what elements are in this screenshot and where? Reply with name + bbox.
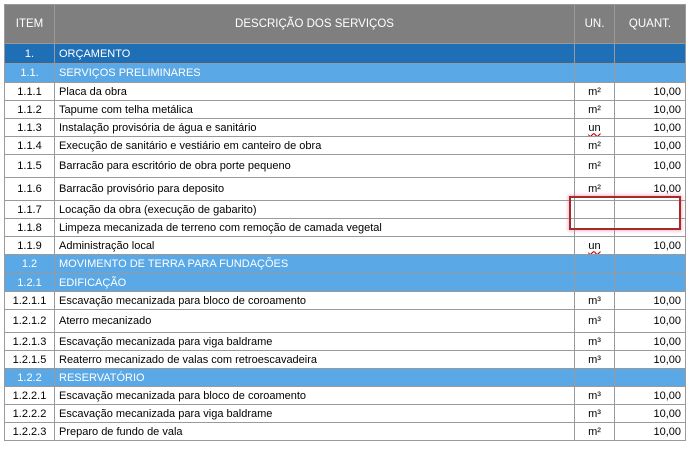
quantity-text: 10,00	[653, 353, 681, 366]
table-row	[5, 101, 686, 119]
quantity-cell[interactable]	[615, 292, 686, 310]
description-text: Escavação mecanizada para viga baldrame	[59, 407, 273, 420]
item-code-text: 1.	[24, 47, 35, 60]
table-row	[5, 423, 686, 441]
item-code-cell[interactable]	[5, 387, 55, 405]
item-code-cell[interactable]	[5, 237, 55, 255]
description-cell[interactable]	[55, 64, 575, 83]
quantity-cell[interactable]	[615, 351, 686, 369]
quantity-cell[interactable]	[615, 405, 686, 423]
unit-cell[interactable]	[575, 178, 615, 201]
budget-spreadsheet	[4, 4, 686, 441]
description-cell[interactable]	[55, 201, 575, 219]
item-code-cell[interactable]	[5, 369, 55, 387]
item-code-text: 1.1.4	[17, 139, 42, 152]
description-cell[interactable]	[55, 274, 575, 292]
quantity-text: 10,00	[653, 335, 681, 348]
item-code-cell[interactable]	[5, 201, 55, 219]
item-code-cell[interactable]	[5, 274, 55, 292]
unit-text: m³	[588, 315, 601, 327]
quantity-text: 10,00	[653, 389, 681, 402]
unit-cell[interactable]	[575, 369, 615, 387]
quantity-text: 10,00	[653, 139, 681, 152]
quantity-cell[interactable]	[615, 119, 686, 137]
quantity-cell[interactable]	[615, 423, 686, 441]
unit-cell[interactable]	[575, 387, 615, 405]
quantity-cell[interactable]	[615, 64, 686, 83]
unit-text: m²	[588, 139, 601, 152]
item-code-cell[interactable]	[5, 137, 55, 155]
unit-cell[interactable]	[575, 310, 615, 333]
quantity-text: 10,00	[653, 315, 681, 327]
unit-cell[interactable]	[575, 405, 615, 423]
unit-text: m³	[588, 294, 601, 307]
quantity-cell[interactable]	[615, 201, 686, 219]
description-text: EDIFICAÇÃO	[59, 276, 127, 289]
unit-text: m³	[588, 407, 601, 420]
header-description: DESCRIÇÃO DOS SERVIÇOS	[55, 5, 575, 44]
section-row	[5, 255, 686, 274]
description-cell[interactable]	[55, 237, 575, 255]
quantity-text: 10,00	[653, 103, 681, 116]
unit-text: un	[588, 121, 601, 134]
description-text: Reaterro mecanizado de valas com retroescavadeira	[59, 353, 318, 366]
quantity-cell[interactable]	[615, 333, 686, 351]
table-row	[5, 351, 686, 369]
unit-cell[interactable]	[575, 255, 615, 274]
unit-cell[interactable]	[575, 64, 615, 83]
item-code-cell[interactable]	[5, 255, 55, 274]
unit-cell[interactable]	[575, 333, 615, 351]
quantity-cell[interactable]	[615, 155, 686, 178]
table-row	[5, 219, 686, 237]
item-code-text: 1.2.2.1	[12, 389, 47, 402]
quantity-cell[interactable]	[615, 83, 686, 101]
quantity-text: 10,00	[653, 239, 681, 252]
item-code-cell[interactable]	[5, 405, 55, 423]
quantity-cell[interactable]	[615, 255, 686, 274]
unit-cell[interactable]	[575, 423, 615, 441]
unit-cell[interactable]	[575, 101, 615, 119]
item-code-cell[interactable]	[5, 64, 55, 83]
table-row	[5, 137, 686, 155]
unit-text: m²	[588, 183, 601, 195]
unit-cell[interactable]	[575, 292, 615, 310]
description-cell[interactable]	[55, 178, 575, 201]
quantity-text: 10,00	[653, 425, 681, 438]
description-text: Preparo de fundo de vala	[59, 425, 183, 438]
table-row	[5, 178, 686, 201]
item-code-cell[interactable]	[5, 423, 55, 441]
description-text: Limpeza mecanizada de terreno com remoção de camada vegetal	[59, 221, 382, 234]
quantity-text: 10,00	[653, 183, 681, 195]
item-code-cell[interactable]	[5, 351, 55, 369]
item-code-text: 1.2.2	[17, 371, 42, 384]
description-cell[interactable]	[55, 369, 575, 387]
description-cell[interactable]	[55, 119, 575, 137]
quantity-cell[interactable]	[615, 101, 686, 119]
section-row	[5, 64, 686, 83]
item-code-cell[interactable]	[5, 333, 55, 351]
description-cell[interactable]	[55, 310, 575, 333]
description-text: SERVIÇOS PRELIMINARES	[59, 67, 201, 79]
unit-cell[interactable]	[575, 119, 615, 137]
item-code-cell[interactable]	[5, 44, 55, 64]
description-cell[interactable]	[55, 387, 575, 405]
unit-text: m²	[588, 103, 601, 116]
description-text: Tapume com telha metálica	[59, 103, 193, 116]
quantity-text: 10,00	[653, 121, 681, 134]
description-text: Escavação mecanizada para viga baldrame	[59, 335, 273, 348]
item-code-text: 1.2.1.5	[12, 353, 47, 366]
description-text: Barracão para escritório de obra porte pequeno	[59, 160, 291, 172]
header-unit: UN.	[575, 5, 615, 44]
header-quantity: QUANT.	[615, 5, 686, 44]
description-text: Locação da obra (execução de gabarito)	[59, 203, 257, 216]
section-row	[5, 274, 686, 292]
item-code-cell[interactable]	[5, 101, 55, 119]
quantity-text: 10,00	[653, 160, 681, 172]
header-item: ITEM	[5, 5, 55, 44]
table-row	[5, 83, 686, 101]
quantity-cell[interactable]	[615, 137, 686, 155]
quantity-cell[interactable]	[615, 219, 686, 237]
unit-cell[interactable]	[575, 44, 615, 64]
item-code-text: 1.2.2.3	[12, 425, 47, 438]
item-code-text: 1.2.1.1	[12, 294, 47, 307]
description-cell[interactable]	[55, 101, 575, 119]
item-code-text: 1.2.1.3	[12, 335, 47, 348]
description-text: MOVIMENTO DE TERRA PARA FUNDAÇÕES	[59, 258, 289, 270]
quantity-cell[interactable]	[615, 387, 686, 405]
description-cell[interactable]	[55, 292, 575, 310]
quantity-text: 10,00	[653, 85, 681, 98]
section-row	[5, 369, 686, 387]
budget-table	[4, 4, 686, 441]
unit-cell[interactable]	[575, 237, 615, 255]
quantity-text: 10,00	[653, 294, 681, 307]
item-code-cell[interactable]	[5, 119, 55, 137]
item-code-text: 1.1.8	[17, 221, 42, 234]
item-code-cell[interactable]	[5, 219, 55, 237]
unit-text: m²	[588, 160, 601, 172]
unit-cell[interactable]	[575, 83, 615, 101]
table-row	[5, 155, 686, 178]
description-cell[interactable]	[55, 83, 575, 101]
description-cell[interactable]	[55, 219, 575, 237]
description-cell[interactable]	[55, 44, 575, 64]
item-code-text: 1.1.1	[17, 85, 42, 98]
unit-cell[interactable]	[575, 201, 615, 219]
item-code-text: 1.1.5	[17, 160, 42, 172]
description-cell[interactable]	[55, 137, 575, 155]
item-code-text: 1.1.2	[17, 103, 42, 116]
quantity-cell[interactable]	[615, 369, 686, 387]
description-text: Placa da obra	[59, 85, 127, 98]
unit-cell[interactable]	[575, 155, 615, 178]
quantity-cell[interactable]	[615, 237, 686, 255]
item-code-cell[interactable]	[5, 292, 55, 310]
description-text: RESERVATÓRIO	[59, 371, 145, 384]
description-cell[interactable]	[55, 423, 575, 441]
description-cell[interactable]	[55, 255, 575, 274]
description-text: Escavação mecanizada para bloco de coroamento	[59, 389, 307, 402]
unit-cell[interactable]	[575, 274, 615, 292]
description-text: ORÇAMENTO	[59, 47, 131, 60]
item-code-text: 1.1.6	[17, 183, 42, 195]
item-code-text: 1.2.1.2	[12, 315, 47, 327]
quantity-cell[interactable]	[615, 274, 686, 292]
quantity-cell[interactable]	[615, 310, 686, 333]
item-code-cell[interactable]	[5, 178, 55, 201]
description-text: Aterro mecanizado	[59, 315, 152, 327]
description-cell[interactable]	[55, 351, 575, 369]
description-cell[interactable]	[55, 155, 575, 178]
description-cell[interactable]	[55, 405, 575, 423]
description-text: Barracão provisório para deposito	[59, 183, 225, 195]
table-body	[5, 44, 686, 441]
table-row	[5, 387, 686, 405]
item-code-cell[interactable]	[5, 155, 55, 178]
item-code-text: 1.1.7	[17, 203, 42, 216]
item-code-cell[interactable]	[5, 83, 55, 101]
item-code-text: 1.1.3	[17, 121, 42, 134]
section-row	[5, 44, 686, 64]
unit-text: un	[588, 239, 601, 252]
unit-text: m²	[588, 85, 601, 98]
unit-text: m³	[588, 335, 601, 348]
unit-cell[interactable]	[575, 137, 615, 155]
table-row	[5, 405, 686, 423]
header-row	[5, 5, 686, 44]
table-row	[5, 237, 686, 255]
table-row	[5, 333, 686, 351]
unit-cell[interactable]	[575, 219, 615, 237]
table-row	[5, 119, 686, 137]
item-code-text: 1.2.1	[17, 276, 42, 289]
item-code-text: 1.1.9	[17, 239, 42, 252]
quantity-text: 10,00	[653, 407, 681, 420]
unit-text: m²	[588, 425, 601, 438]
item-code-text: 1.2	[21, 258, 38, 270]
item-code-text: 1.1.	[20, 67, 39, 79]
quantity-cell[interactable]	[615, 44, 686, 64]
item-code-text: 1.2.2.2	[12, 407, 47, 420]
description-text: Execução de sanitário e vestiário em canteiro de obra	[59, 139, 322, 152]
quantity-cell[interactable]	[615, 178, 686, 201]
description-text: Administração local	[59, 239, 155, 252]
unit-cell[interactable]	[575, 351, 615, 369]
description-text: Instalação provisória de água e sanitário	[59, 121, 257, 134]
description-text: Escavação mecanizada para bloco de coroamento	[59, 294, 307, 307]
table-row	[5, 201, 686, 219]
table-row	[5, 310, 686, 333]
item-code-cell[interactable]	[5, 310, 55, 333]
table-row	[5, 292, 686, 310]
unit-text: m³	[588, 353, 601, 366]
description-cell[interactable]	[55, 333, 575, 351]
unit-text: m³	[588, 389, 601, 402]
